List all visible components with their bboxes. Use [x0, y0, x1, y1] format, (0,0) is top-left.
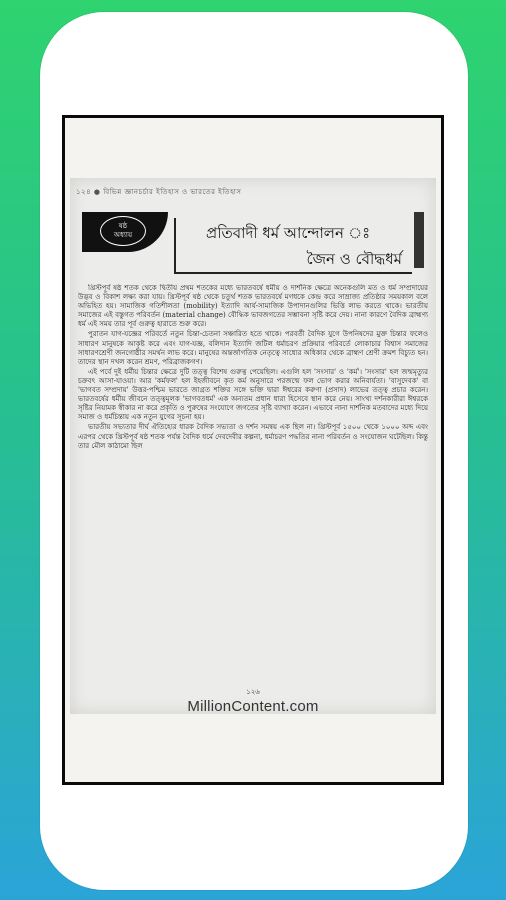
paragraph-2: পুরাতন যাগ-যজ্ঞের পরিবর্তে নতুন চিন্তা-চেতনা সঞ্চারিত হতে থাকে। পরবর্তী বৈদিক যুগে উপনিষদের মুক্ত চিন্তার ফলেও সাধারণ মানুষকে আকৃষ্ট করে এবং যাগ-যজ্ঞ, বলিদান ইত্যাদি জটিল ধর্মাচরণ প্রক্রিয়ার পরিবর্তে লোকাচার বিশ্বাস সমাজের সাধারণশ্রেণী জনগোষ্ঠীর সমর্থন লাভ করে। মানুষের অন্তর্জাগতিক নেতৃত্বে সাধ্যের অধিকার থেকে ব্রাহ্মণ শ্রেণী ক্রমশ বিচ্যুত হন। তাদের স্থান দখল করেন শ্রমণ, পরিব্রাজকগণ।: [78, 330, 428, 366]
chapter-title-box: [174, 218, 412, 274]
chapter-badge-emblem: [100, 216, 146, 246]
side-strip: [414, 212, 424, 268]
page-number: ১২৬: [246, 688, 260, 696]
scanned-page: [65, 118, 441, 782]
chapter-title: প্রতিবাদী ধর্ম আন্দোলন ঃ: [206, 224, 371, 242]
chapter-badge: [82, 212, 168, 252]
document-image: [70, 178, 436, 714]
watermark: MillionContent.com: [187, 698, 319, 714]
badge-line1: ষষ্ঠ: [118, 222, 128, 230]
chapter-banner: [76, 208, 424, 282]
paragraph-4: ভারতীয় সভ্যতার দীর্ঘ ঐতিহ্যের ধারক বৈদিক সভ্যতা ও দর্শন সমন্বয় এক ছিল না। খ্রিস্টপূর্ব ১৫০০ থেকে ১০০০ অব্দ এবং এরপর থেকে খ্রিস্টপূর্ব ষষ্ঠ শতক পর্যন্ত বৈদিক ধর্মে দেবদেবীর কল্পনা, ধর্মাচরণ পদ্ধতির নানা পরিবর্তন ও সংযোজন ঘটেছিল। কিন্তু তার মৌল কাঠামো ছিল: [78, 423, 428, 450]
body-text: [78, 284, 428, 664]
paragraph-3: এই পর্বে দুই ধর্মীয় চিন্তার ক্ষেত্রে দুটি তত্ত্ব বিশেষ গুরুত্ব পেয়েছিল। এগুলি হল 'সংসার' ও 'কর্ম'। 'সংসার' হল জন্মমৃত্যুর চক্রবৎ আসা-যাওয়া। আর 'কর্মফল' হল ইহজীবনে কৃত কর্ম অনুসারে পরজন্মে ফল ভোগ করার অনিবার্যতা। 'বাসুদেবক' বা 'ভাগবত সম্প্রদায়' উত্তর-পশ্চিম ভারতে জাগ্রত শক্তির সঙ্গে ভক্তি দ্বারা ঈশ্বরের করুণা (প্রসাদ) লাভের তত্ত্ব প্রচার করেন। ভারতবর্ষের ধর্মীয় জীবনে তত্ত্বমূলক 'ভাগবতধর্ম' এক অন্যতম প্রধান ধারা হিসেবে স্থান করে নেয়। সাংখ্য দর্শনকারীরা ঈশ্বরকে সৃষ্টির নিয়ামক স্বীকার না করে প্রকৃতি ও পুরুষের সংযোগে জগতের সৃষ্টি ব্যাখ্যা করেন। এভাবে নানা দার্শনিক মতবাদের মধ্যে দিয়ে সমাজ ও ধর্মচিন্তায় এক নতুন যুগের সূচনা হয়।: [78, 367, 428, 422]
document-viewer[interactable]: [62, 115, 444, 785]
paragraph-1: খ্রিস্টপূর্ব ষষ্ঠ শতক থেকে দ্বিতীয় প্রথম শতকের মধ্যে ভারতবর্ষে ধর্মীয় ও দার্শনিক ক্ষেত্রে অনেকগুলি মত ও ধর্ম সম্প্রদায়ের উদ্ভব ও বিকাশ লক্ষ্য করা যায়। খ্রিস্টপূর্ব ষষ্ঠ থেকে চতুর্থ শতক ভারতবর্ষে মগধকে কেন্দ্র করে সাম্রাজ্য প্রতিষ্ঠার সময়কাল বলে অভিহিত হয়। সামাজিক গতিশীলতা (mobility) ইত্যাদি আর্য-সামাজিক উপাদানগুলির ভিত্তি লাভ করতে থাকে। ভারতীয় সমাজের এই বস্তুগত পরিবর্তন (material change) বৌদ্ধিক ভাবজগতের সম্ভাবনা সৃষ্টি করে দেয়। নানা কারণে বৈদিক ব্রাহ্মণ্য ধর্ম এই সময় তার পূর্ব গুরুত্ব হারাতে শুরু করে।: [78, 284, 428, 329]
chapter-subtitle: জৈন ও বৌদ্ধধর্ম: [306, 250, 402, 268]
running-head: ১২৪ ● বিভিন্ন জ্ঞানচর্চার ইতিহাস ও ভারতের ইতিহাস: [76, 188, 242, 196]
badge-line2: অধ্যায়: [113, 231, 133, 239]
